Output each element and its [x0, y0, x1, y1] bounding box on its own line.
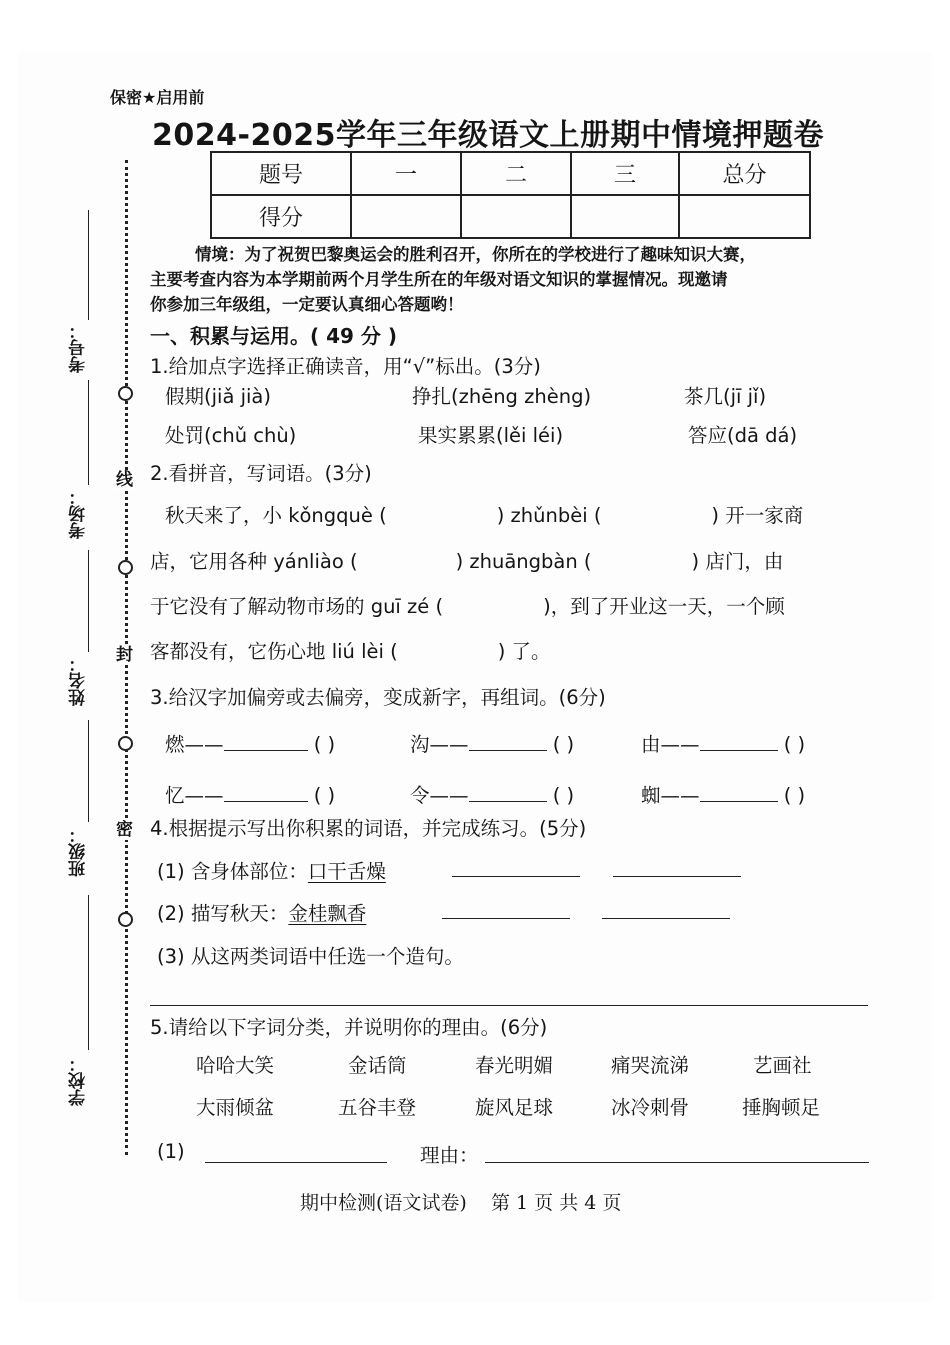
text-fragment: 秋天来了，小 kǒngquè ( [165, 504, 387, 527]
binding-mark-xian: 线 [116, 470, 133, 490]
pinyin-text-line [165, 500, 803, 528]
field-label-class: 班级： [69, 826, 89, 877]
text-fragment: 于它没有了解动物市场的 guī zé ( [150, 595, 444, 618]
field-label-school: 学校： [69, 1055, 89, 1106]
example-word: 金桂飘香 [288, 902, 367, 925]
word-blank[interactable]: ( ) [783, 733, 806, 756]
pinyin-choice-item[interactable]: 挣扎(zhēng zhèng) [412, 385, 592, 408]
text-fragment: )，到了开业这一天，一个顾 [543, 595, 785, 618]
text-fragment: ) 店门，由 [691, 550, 784, 573]
radical-item [641, 780, 805, 808]
binding-hole [118, 736, 133, 751]
answer-line[interactable] [613, 876, 741, 877]
answer-label: (1) [157, 1140, 185, 1163]
pinyin-text-line [150, 546, 783, 574]
answer-blank[interactable] [700, 784, 778, 802]
binding-hole [118, 912, 133, 927]
score-cell[interactable] [571, 195, 679, 238]
word-item: 旋风足球 [475, 1096, 554, 1119]
table-row [211, 195, 810, 238]
pinyin-text-line [150, 591, 785, 619]
answer-line[interactable] [602, 918, 730, 919]
word-item: 五谷丰登 [338, 1096, 417, 1119]
school-field[interactable] [88, 895, 89, 1050]
answer-blank[interactable] [224, 733, 308, 751]
text-fragment: 客都没有，它伤心地 liú lèi ( [150, 640, 398, 663]
intro-line: 主要考查内容为本学期前两个月学生所在的年级对语文知识的掌握情况。现邀请 [150, 270, 728, 289]
sub-question-body-parts [157, 856, 386, 884]
question-1-title: 1.给加点字选择正确读音，用“√”标出。(3分) [150, 355, 541, 378]
binding-hole [118, 560, 133, 575]
pinyin-text-line [150, 636, 551, 664]
answer-line[interactable] [452, 876, 580, 877]
sub-question-autumn [157, 898, 366, 926]
answer-blank[interactable] [224, 784, 308, 802]
secret-label: 保密★启用前 [110, 88, 205, 107]
example-word: 口干舌燥 [307, 860, 386, 883]
intro-line: 你参加三年级组，一定要认真细心答题哟！ [150, 295, 464, 314]
pinyin-choice-item[interactable]: 处罚(chǔ chù) [165, 424, 297, 447]
word-blank[interactable]: ( ) [552, 733, 575, 756]
word-item: 春光明媚 [475, 1054, 554, 1077]
word-item: 痛哭流涕 [611, 1054, 690, 1077]
score-cell[interactable] [679, 195, 810, 238]
table-header-cell: 题号 [211, 152, 351, 195]
class-field[interactable] [88, 720, 89, 822]
sub-question-label: (1) 含身体部位： [157, 860, 308, 883]
table-header-cell: 三 [571, 152, 679, 195]
radical-char: 燃—— [165, 733, 224, 756]
word-item: 大雨倾盆 [196, 1096, 275, 1119]
question-4-title: 4.根据提示写出你积累的词语，并完成练习。(5分) [150, 817, 587, 840]
score-table [210, 151, 811, 239]
table-header-cell: 总分 [679, 152, 810, 195]
sub-question-sentence: (3) 从这两类词语中任选一个造句。 [157, 945, 464, 968]
answer-blank[interactable] [469, 733, 547, 751]
sub-question-label: (2) 描写秋天： [157, 902, 289, 925]
word-blank[interactable]: ( ) [783, 784, 806, 807]
radical-item [410, 729, 574, 757]
section-title: 一、积累与运用。( 49 分 ) [150, 324, 398, 348]
question-5-title: 5.请给以下字词分类，并说明你的理由。(6分) [150, 1016, 548, 1039]
word-item: 艺画社 [753, 1054, 812, 1077]
answer-line[interactable] [205, 1162, 387, 1163]
answer-line[interactable] [442, 918, 570, 919]
word-item: 捶胸顿足 [742, 1096, 821, 1119]
text-fragment: ) 开一家商 [711, 504, 804, 527]
reason-label: 理由： [420, 1144, 479, 1167]
binding-mark-mi: 密 [116, 820, 133, 840]
table-header-cell: 二 [461, 152, 571, 195]
word-blank[interactable]: ( ) [313, 733, 336, 756]
radical-char: 忆—— [165, 784, 224, 807]
radical-char: 令—— [410, 784, 469, 807]
word-item: 哈哈大笑 [196, 1054, 275, 1077]
page-title: 2024-2025学年三年级语文上册期中情境押题卷 [152, 118, 824, 153]
binding-hole [118, 386, 133, 401]
sentence-answer-line[interactable] [150, 1005, 868, 1006]
word-item: 金话筒 [348, 1054, 407, 1077]
question-2-title: 2.看拼音，写词语。(3分) [150, 462, 372, 485]
question-3-title: 3.给汉字加偏旁或去偏旁，变成新字，再组词。(6分) [150, 686, 606, 709]
exam-number-field[interactable] [88, 210, 89, 320]
pinyin-choice-item[interactable]: 答应(dā dá) [688, 424, 798, 447]
pinyin-choice-item[interactable]: 假期(jiǎ jià) [165, 385, 271, 408]
text-fragment: 店，它用各种 yánliào ( [150, 550, 358, 573]
exam-room-field[interactable] [88, 380, 89, 485]
table-row-label: 得分 [211, 195, 351, 238]
table-header-cell: 一 [351, 152, 461, 195]
word-item: 冰冷刺骨 [611, 1096, 690, 1119]
radical-char: 沟—— [410, 733, 469, 756]
field-label-exam-room: 考场： [69, 488, 89, 539]
table-row [211, 152, 810, 195]
score-cell[interactable] [351, 195, 461, 238]
score-cell[interactable] [461, 195, 571, 238]
field-label-name: 姓名： [69, 655, 89, 706]
word-blank[interactable]: ( ) [313, 784, 336, 807]
text-fragment: ) zhuāngbàn ( [455, 550, 592, 573]
reason-line[interactable] [485, 1162, 869, 1163]
answer-blank[interactable] [469, 784, 547, 802]
pinyin-choice-item[interactable]: 茶几(jī jǐ) [684, 385, 767, 408]
word-blank[interactable]: ( ) [552, 784, 575, 807]
binding-mark-feng: 封 [116, 645, 133, 665]
radical-item [165, 780, 335, 808]
radical-item [165, 729, 335, 757]
radical-item [410, 780, 574, 808]
intro-line: 情境：为了祝贺巴黎奥运会的胜利召开，你所在的学校进行了趣味知识大赛， [195, 245, 756, 264]
radical-char: 由—— [641, 733, 700, 756]
text-fragment: ) 了。 [497, 640, 551, 663]
radical-char: 蜘—— [641, 784, 700, 807]
field-label-exam-number: 考号： [69, 322, 89, 373]
answer-blank[interactable] [700, 733, 778, 751]
radical-item [641, 729, 805, 757]
page-footer: 期中检测(语文试卷) 第 1 页 共 4 页 [300, 1192, 622, 1214]
text-fragment: ) zhǔnbèi ( [496, 504, 602, 527]
name-field[interactable] [88, 550, 89, 652]
pinyin-choice-item[interactable]: 果实累累(lěi léi) [418, 424, 564, 447]
